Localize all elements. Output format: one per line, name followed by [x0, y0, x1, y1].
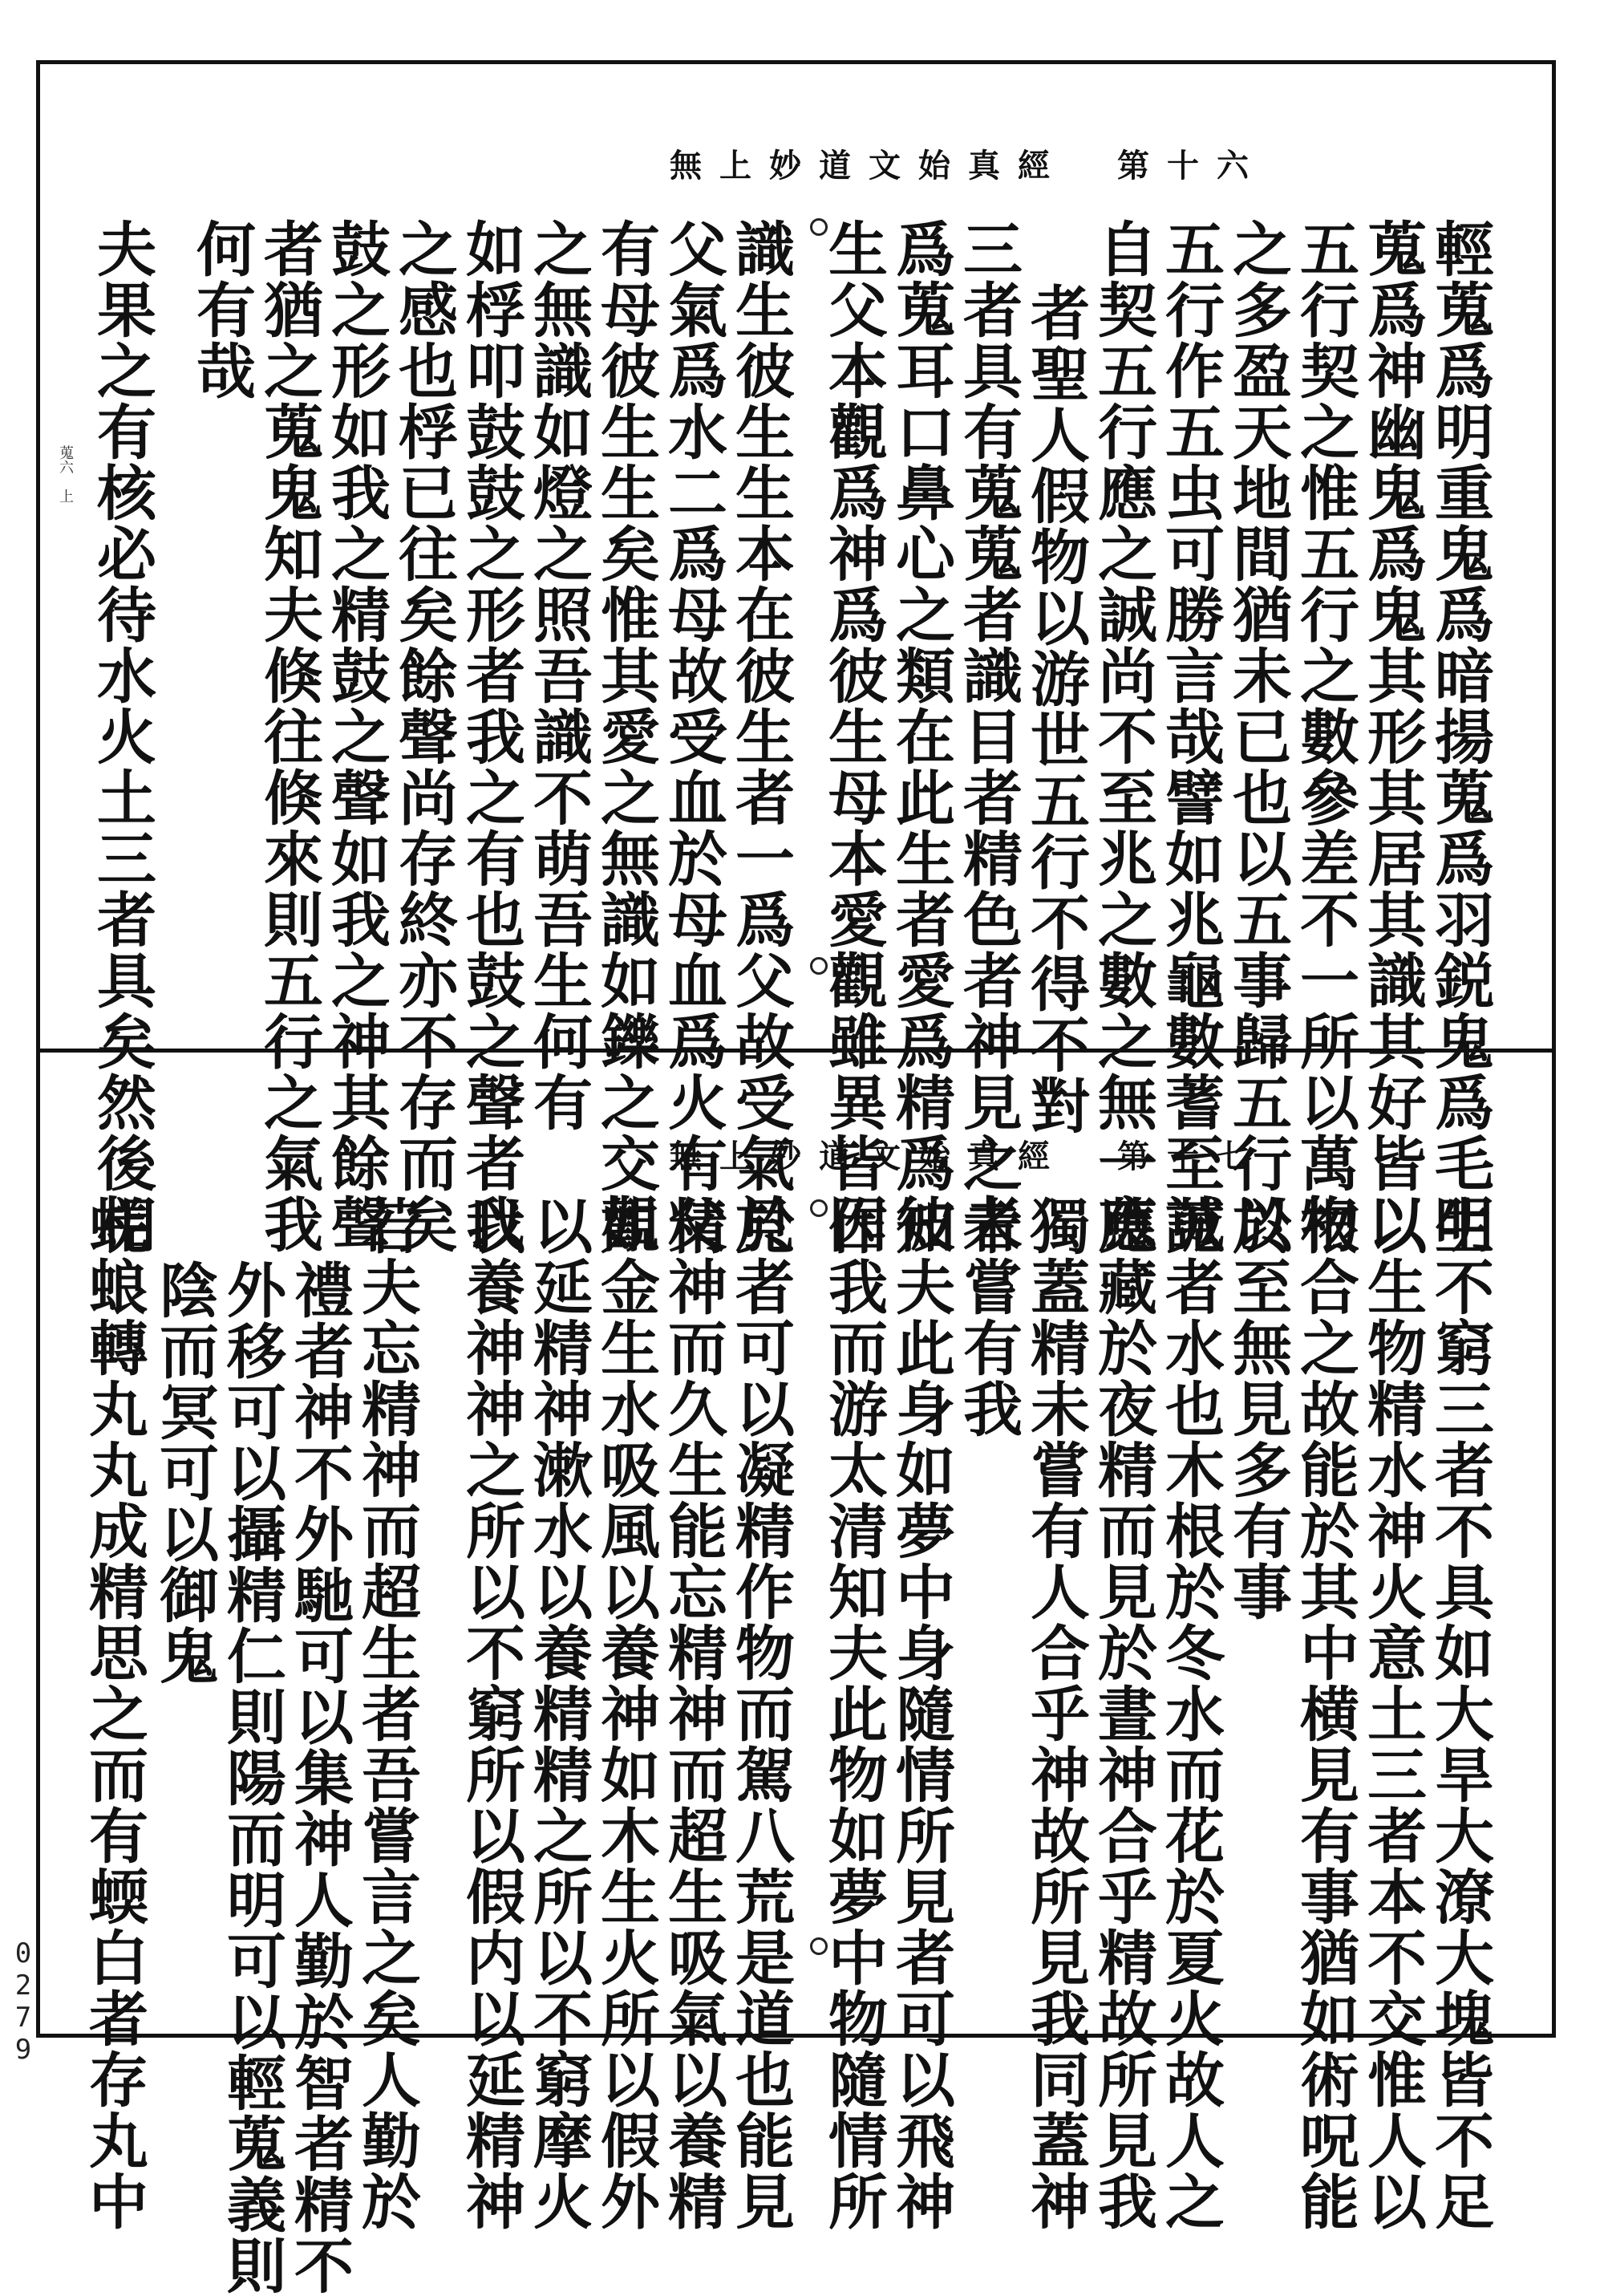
text-column: 蒐者水也木根於冬水而花於夏火故人之 [1156, 1195, 1225, 2232]
bottom-header: 無上妙道文始真經 第十七 [670, 1138, 1266, 1175]
text-column: 之感也桴已往矣餘聲尚存終亦不存而矣 [389, 218, 458, 1255]
text-column: 以養神神之所以不窮所以假内以延精神 [456, 1195, 525, 2232]
side-note: 蒐六 上 [57, 445, 74, 503]
text-column: 之多盈天地間猶未已也以五事歸五行以 [1223, 218, 1292, 1255]
text-column: 以延精神漱水以養精精之所以不窮摩火 [524, 1195, 593, 2232]
text-column: 精神而久生能忘精神而超生吸氣以養精 [658, 1195, 727, 2232]
text-column: 輕蒐爲明重鬼爲暗揚蒐爲羽鋭鬼爲毛明 [1425, 218, 1494, 1255]
text-column: 根合之故能於其中横見有事猶如術呪能 [1290, 1195, 1359, 2232]
text-column: 外移可以攝精仁則陽而明可以輕蒐義則 [217, 1260, 286, 2296]
text-column: 五行作五虫可勝言哉譬如兆龜數蓍至誠 [1156, 218, 1225, 1255]
text-column: 識生彼生生本在彼生者一爲父故受氣於 [726, 218, 795, 1255]
text-column: 有母彼生生矣惟其愛之無識如鑠之交觀 [591, 218, 660, 1255]
text-column: 三者具有蒐蒐者識目者精色者神見之者 [954, 218, 1023, 1255]
text-column: 之無識如燈之照吾識不萌吾生何有 [524, 218, 593, 1133]
text-column: 者聖人假物以游世五行不得不對 [1021, 282, 1090, 1136]
text-column: 蜣蜋轉丸丸成精思之而有蝡白者存丸中 [79, 1195, 148, 2232]
text-column: 何有哉 [187, 218, 256, 401]
text-column: 以生物精水神火意土三者本不交惟人以 [1358, 1195, 1427, 2232]
text-column: 陰而冥可以御鬼 [150, 1260, 219, 1686]
text-column: 蒐爲神幽鬼爲鬼其形其居其識其好皆以 [1358, 218, 1427, 1255]
text-column: 獨蓋精未嘗有人合乎神故所見我同蓋神 [1021, 1195, 1090, 2232]
text-column: 禮者神不外馳可以集神人勤於智者精不 [285, 1260, 354, 2296]
text-column: 生不窮三者不具如大旱大潦大塊皆不足 [1425, 1195, 1494, 2232]
top-header: 無上妙道文始真經 第十六 [670, 147, 1266, 185]
text-column: 蒐藏於夜精而見於晝神合乎精故所見我 [1088, 1195, 1157, 2232]
text-column: 如桴叩鼓鼓之形者我之有也鼓之聲者我 [456, 218, 525, 1255]
text-column: 作我而游太清知夫此物如夢中物隨情所 [819, 1195, 888, 2232]
text-column: 生父本觀爲神爲彼生母本愛觀雖異皆因 [819, 218, 888, 1255]
text-column: 未嘗有我 [954, 1195, 1023, 1439]
text-column: 於至無見多有事 [1223, 1195, 1292, 1622]
text-column: 夫果之有核必待水火土三者具矣然後相 [87, 218, 156, 1255]
text-column: 如金生水吸風以養神如木生火所以假外 [591, 1195, 660, 2232]
text-column: 者猶之蒐鬼知夫倏往倏來則五行之氣我 [254, 218, 323, 1255]
text-column: 爲蒐耳口鼻心之類在此生者愛爲精爲彼 [886, 218, 955, 1255]
text-column: 見者可以凝精作物而駕八荒是道也能見 [726, 1195, 795, 2232]
text-column: 鼓之形如我之精鼓之聲如我之神其餘聲 [322, 218, 391, 1255]
text-column: 父氣爲水二爲母故受血於母血爲火有父 [658, 218, 727, 1255]
text-column: 若夫忘精神而超生者吾嘗言之矣人勤於 [352, 1195, 421, 2232]
text-column: 自契五行應之誠尚不至兆之數之無一應 [1088, 218, 1157, 1255]
text-column: 五行契之惟五行之數參差不一所以萬物 [1290, 218, 1359, 1255]
text-column: 知夫此身如夢中身隨情所見者可以飛神 [886, 1195, 955, 2232]
page-number: 0279 [7, 1937, 39, 2066]
